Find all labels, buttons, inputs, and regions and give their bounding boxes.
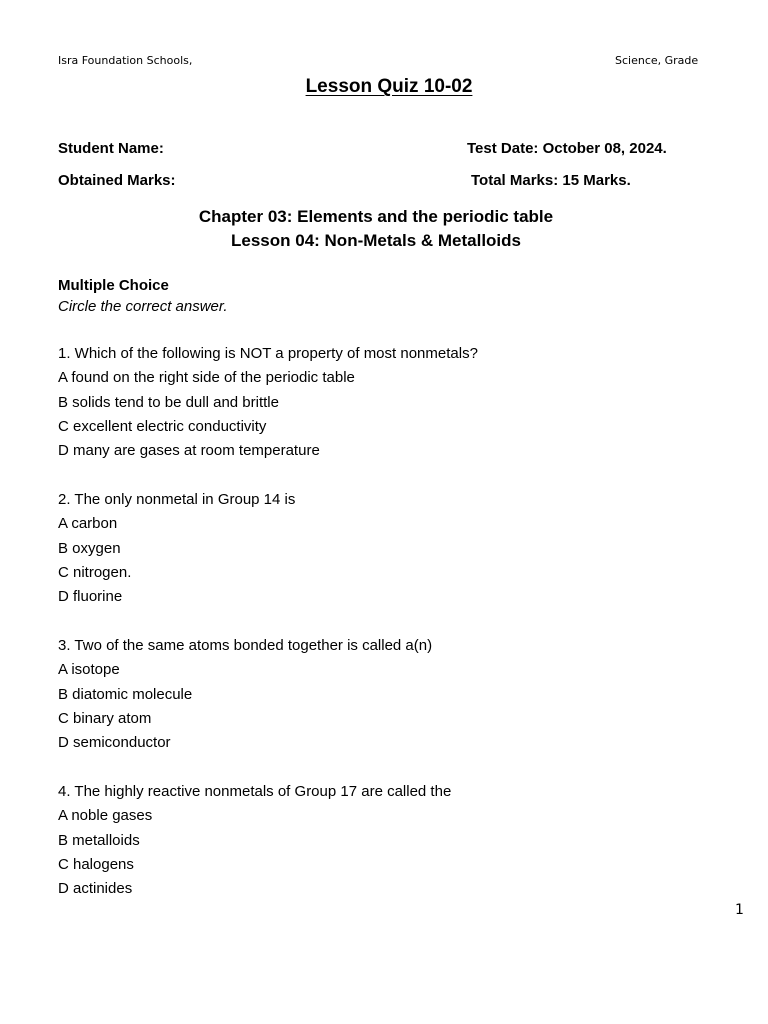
option-c: C binary atom: [58, 709, 152, 727]
option-a: A found on the right side of the periodic table: [58, 369, 355, 387]
chapter-title: Chapter 03: Elements and the periodic table: [198, 207, 554, 226]
quiz-title: Lesson Quiz 10-02: [305, 76, 473, 97]
question-1: [58, 342, 718, 463]
question-3: [58, 634, 718, 755]
question-2: [58, 488, 718, 609]
option-d: D many are gases at room temperature: [58, 442, 320, 460]
lesson-title: Lesson 04: Non-Metals & Metalloids: [231, 231, 521, 250]
question-text: 3. Two of the same atoms bonded together is called a(n): [58, 637, 433, 654]
obtained-marks-label: Obtained Marks:: [58, 172, 176, 189]
question-text: 1. Which of the following is NOT a property of most nonmetals?: [58, 345, 478, 362]
test-date: Test Date: October 08, 2024.: [467, 140, 667, 157]
question-4: [58, 780, 718, 901]
total-marks: Total Marks: 15 Marks.: [471, 172, 631, 189]
student-name-label: Student Name:: [58, 140, 164, 157]
option-c: C nitrogen.: [58, 563, 132, 581]
option-a: A isotope: [58, 661, 120, 679]
page-number: 1: [735, 902, 744, 918]
option-d: D semiconductor: [58, 734, 171, 752]
option-a: A noble gases: [58, 807, 153, 825]
option-b: B diatomic molecule: [58, 685, 193, 703]
option-d: D actinides: [58, 880, 133, 898]
header-subject: Science, Grade: [615, 54, 699, 67]
option-c: C excellent electric conductivity: [58, 417, 267, 435]
option-c: C halogens: [58, 855, 134, 873]
option-b: B solids tend to be dull and brittle: [58, 393, 279, 411]
question-text: 4. The highly reactive nonmetals of Group 17 are called the: [58, 783, 452, 800]
question-text: 2. The only nonmetal in Group 14 is: [58, 491, 296, 508]
section-title: Multiple Choice: [58, 277, 169, 294]
option-b: B oxygen: [58, 539, 121, 557]
option-d: D fluorine: [58, 588, 123, 606]
option-a: A carbon: [58, 515, 118, 533]
section-instruction: Circle the correct answer.: [58, 298, 228, 315]
header-school: Isra Foundation Schools,: [58, 54, 193, 67]
option-b: B metalloids: [58, 831, 140, 849]
